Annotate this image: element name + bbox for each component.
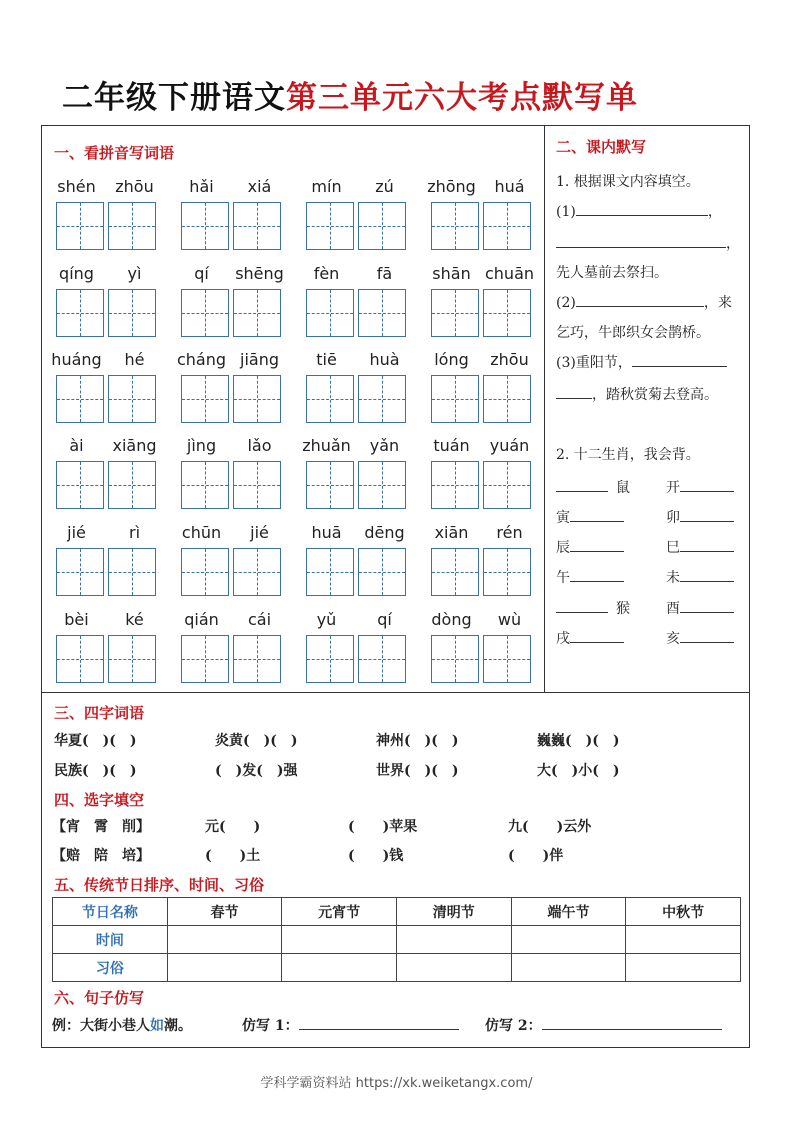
answer-blank[interactable] [570, 567, 624, 582]
table-header-cell: 中秋节 [626, 898, 741, 926]
zodiac-item: 猴 [556, 598, 630, 618]
pinyin-text: xiān [434, 523, 469, 542]
pinyin-text: mín [311, 177, 342, 196]
pinyin-text: qíng [59, 264, 94, 283]
answer-blank[interactable] [680, 537, 734, 552]
writing-box[interactable] [483, 375, 531, 423]
pinyin-text: rì [128, 523, 141, 542]
writing-box[interactable] [233, 461, 281, 509]
table-row [53, 898, 741, 926]
writing-box[interactable] [233, 548, 281, 596]
pinyin-word [306, 264, 412, 352]
answer-cell[interactable] [626, 926, 741, 954]
answer-blank[interactable] [556, 233, 726, 248]
pinyin-word [306, 523, 412, 611]
pinyin-text: dòng [431, 610, 472, 629]
four-char-word: 大( )小( ) [537, 763, 620, 779]
fill-line-3a: (3)重阳节， [556, 352, 727, 372]
writing-box[interactable] [306, 289, 354, 337]
fill-line-3b: ，踏秋赏菊去登高。 [556, 384, 718, 404]
writing-box[interactable] [306, 461, 354, 509]
answer-cell[interactable] [167, 954, 282, 982]
zodiac-item: 辰 [556, 537, 624, 557]
pinyin-text: jié [250, 523, 269, 542]
pinyin-text: dēng [364, 523, 405, 542]
pinyin-text: huā [311, 523, 342, 542]
writing-box[interactable] [431, 635, 479, 683]
q2-text: 2. 十二生肖，我会背。 [556, 447, 700, 463]
writing-box[interactable] [358, 548, 406, 596]
row-label-custom: 习俗 [53, 954, 168, 982]
writing-box[interactable] [431, 289, 479, 337]
answer-blank[interactable] [576, 201, 708, 216]
pinyin-text: cháng [176, 350, 227, 369]
table-header-cell: 节日名称 [53, 898, 168, 926]
pinyin-text: shén [57, 177, 96, 196]
section1-title: 一、看拼音写词语 [54, 144, 175, 162]
four-char-word: 民族( )( ) [54, 763, 137, 779]
writing-box[interactable] [108, 461, 156, 509]
writing-box[interactable] [431, 202, 479, 250]
pinyin-word [306, 610, 412, 698]
writing-box[interactable] [358, 461, 406, 509]
pinyin-text: cái [247, 610, 272, 629]
answer-cell[interactable] [167, 926, 282, 954]
answer-cell[interactable] [511, 954, 626, 982]
answer-blank[interactable] [680, 507, 734, 522]
table-header-cell: 元宵节 [282, 898, 397, 926]
pinyin-text: wù [497, 610, 522, 629]
pinyin-word [181, 523, 287, 611]
imitate-2: 仿写 2： [485, 1015, 722, 1035]
writing-box[interactable] [108, 202, 156, 250]
section4-title: 四、选字填空 [54, 791, 145, 809]
festival-table [52, 897, 741, 982]
writing-box[interactable] [306, 635, 354, 683]
section6-title: 六、句子仿写 [54, 989, 145, 1007]
pinyin-word [431, 436, 537, 524]
answer-blank[interactable] [556, 598, 608, 613]
writing-box[interactable] [306, 202, 354, 250]
pinyin-word [56, 523, 162, 611]
writing-box[interactable] [56, 375, 104, 423]
writing-box[interactable] [56, 461, 104, 509]
four-char-word: 巍巍( )( ) [537, 733, 620, 749]
section2-title: 二、课内默写 [556, 138, 647, 156]
pinyin-word [427, 177, 537, 265]
pinyin-word [176, 350, 287, 438]
choice-item: 元( ) [205, 819, 261, 835]
pinyin-word [431, 350, 537, 438]
answer-cell[interactable] [396, 926, 511, 954]
pinyin-text: jiāng [240, 350, 279, 369]
answer-blank[interactable] [570, 507, 624, 522]
writing-box[interactable] [431, 461, 479, 509]
choice-item: ( )苹果 [348, 819, 418, 835]
fill-line-1b: ， [556, 233, 740, 253]
writing-box[interactable] [233, 202, 281, 250]
writing-box[interactable] [233, 375, 281, 423]
pinyin-text: shēng [235, 264, 284, 283]
pinyin-text: yuán [489, 436, 530, 455]
zodiac-item: 未 [666, 567, 734, 587]
pinyin-text: hé [124, 350, 145, 369]
four-char-word: 世界( )( ) [376, 763, 459, 779]
zodiac-item: 巳 [666, 537, 734, 557]
pinyin-text: zhōu [490, 350, 529, 369]
answer-blank[interactable] [570, 628, 624, 643]
answer-blank[interactable] [680, 628, 734, 643]
pinyin-text: yì [127, 264, 142, 283]
pinyin-text: qí [377, 610, 392, 629]
writing-box[interactable] [56, 548, 104, 596]
pinyin-text: qián [184, 610, 219, 629]
pinyin-word [56, 436, 162, 524]
answer-blank[interactable] [680, 598, 734, 613]
pinyin-word [431, 264, 537, 352]
zodiac-item: 酉 [666, 598, 734, 618]
pinyin-word [56, 610, 162, 698]
choice-item: ( )土 [205, 848, 261, 864]
table-row [53, 954, 741, 982]
writing-box[interactable] [181, 548, 229, 596]
answer-blank[interactable] [556, 384, 592, 399]
writing-box[interactable] [181, 202, 229, 250]
pinyin-text: bèi [64, 610, 89, 629]
pinyin-text: huá [494, 177, 525, 196]
pinyin-text: ài [69, 436, 84, 455]
answer-blank[interactable] [556, 477, 608, 492]
pinyin-word [56, 264, 162, 352]
choice-item: 九( )云外 [508, 819, 592, 835]
zodiac-item: 戌 [556, 628, 624, 648]
writing-box[interactable] [233, 635, 281, 683]
table-row [53, 926, 741, 954]
pinyin-text: lǎo [247, 436, 272, 455]
answer-cell[interactable] [282, 954, 397, 982]
pinyin-text: chūn [181, 523, 222, 542]
answer-cell[interactable] [626, 954, 741, 982]
pinyin-word [181, 177, 287, 265]
pinyin-text: jié [67, 523, 86, 542]
pinyin-text: zhuǎn [302, 436, 351, 455]
writing-box[interactable] [431, 548, 479, 596]
four-char-word: 炎黄( )( ) [215, 733, 298, 749]
pinyin-text: chuān [484, 264, 535, 283]
pinyin-word [51, 350, 162, 438]
zodiac-item: 亥 [666, 628, 734, 648]
writing-box[interactable] [431, 375, 479, 423]
pinyin-text: zhōng [427, 177, 476, 196]
zodiac-item: 寅 [556, 507, 624, 527]
answer-cell[interactable] [282, 926, 397, 954]
pinyin-text: ké [125, 610, 144, 629]
writing-box[interactable] [483, 202, 531, 250]
imitate-1: 仿写 1： [242, 1015, 459, 1035]
four-char-word: ( )发( )强 [215, 763, 298, 779]
choice-item: ( )伴 [508, 848, 564, 864]
pinyin-text: xiá [247, 177, 272, 196]
writing-box[interactable] [358, 289, 406, 337]
example-sentence: 例：大街小巷人如潮。 [52, 1018, 192, 1034]
zodiac-item: 卯 [666, 507, 734, 527]
pinyin-text: xiāng [112, 436, 157, 455]
writing-box[interactable] [358, 202, 406, 250]
pinyin-text: qí [194, 264, 209, 283]
choice-item: ( )钱 [348, 848, 404, 864]
pinyin-text: lóng [434, 350, 469, 369]
pinyin-text: tiē [316, 350, 337, 369]
pinyin-word [181, 436, 287, 524]
pinyin-text: zhōu [115, 177, 154, 196]
pinyin-text: jìng [186, 436, 217, 455]
writing-box[interactable] [358, 375, 406, 423]
choice-set-2: 【赔 陪 培】 [52, 848, 150, 864]
answer-blank[interactable] [680, 477, 734, 492]
fill-line-2a: (2) ，来 [556, 292, 732, 312]
pinyin-text: yǔ [316, 610, 337, 629]
pinyin-text: yǎn [369, 436, 400, 455]
writing-box[interactable] [306, 375, 354, 423]
pinyin-word [306, 350, 412, 438]
pinyin-text: fèn [313, 264, 340, 283]
q1-text: 1. 根据课文内容填空。 [556, 174, 700, 190]
section3-title: 三、四字词语 [54, 704, 145, 722]
pinyin-text: rén [496, 523, 523, 542]
writing-box[interactable] [108, 548, 156, 596]
pinyin-text: fā [376, 264, 393, 283]
pinyin-word [306, 177, 412, 265]
pinyin-text: zú [375, 177, 394, 196]
writing-box[interactable] [181, 635, 229, 683]
table-header-cell: 清明节 [396, 898, 511, 926]
writing-box[interactable] [306, 548, 354, 596]
writing-box[interactable] [483, 548, 531, 596]
pinyin-word [56, 177, 162, 265]
answer-blank[interactable] [632, 352, 727, 367]
footer-watermark: 学科学霸资料站 https://xk.weiketangx.com/ [260, 1076, 533, 1091]
four-char-word: 神州( )( ) [376, 733, 459, 749]
pinyin-word [181, 610, 287, 698]
pinyin-text: huáng [51, 350, 102, 369]
pinyin-text: tuán [433, 436, 470, 455]
answer-blank[interactable] [299, 1015, 459, 1030]
writing-box[interactable] [483, 289, 531, 337]
fill-line-2b: 乞巧，牛郎织女会鹊桥。 [556, 325, 710, 341]
pinyin-word [181, 264, 287, 352]
row-label-time: 时间 [53, 926, 168, 954]
pinyin-text: shān [432, 264, 471, 283]
pinyin-word [431, 610, 537, 698]
writing-box[interactable] [181, 375, 229, 423]
answer-cell[interactable] [396, 954, 511, 982]
writing-box[interactable] [233, 289, 281, 337]
choice-set-1: 【宵 霄 削】 [52, 819, 150, 835]
pinyin-word [431, 523, 537, 611]
writing-box[interactable] [56, 635, 104, 683]
writing-box[interactable] [108, 635, 156, 683]
answer-blank[interactable] [542, 1015, 722, 1030]
answer-blank[interactable] [680, 567, 734, 582]
writing-box[interactable] [181, 461, 229, 509]
writing-box[interactable] [181, 289, 229, 337]
answer-blank[interactable] [570, 537, 624, 552]
answer-blank[interactable] [576, 292, 704, 307]
zodiac-item: 开 [666, 477, 734, 497]
pinyin-text: huà [369, 350, 400, 369]
writing-box[interactable] [358, 635, 406, 683]
writing-box[interactable] [56, 202, 104, 250]
fill-line-1c: 先人墓前去祭扫。 [556, 265, 668, 281]
writing-box[interactable] [483, 461, 531, 509]
zodiac-item: 鼠 [556, 477, 630, 497]
four-char-word: 华夏( )( ) [54, 733, 137, 749]
zodiac-item: 午 [556, 567, 624, 587]
fill-line-1a: (1) ， [556, 201, 722, 221]
writing-box[interactable] [108, 289, 156, 337]
pinyin-text: hǎi [189, 177, 214, 196]
writing-box[interactable] [108, 375, 156, 423]
table-header-cell: 端午节 [511, 898, 626, 926]
page-title: 二年级下册语文第三单元六大考点默写单 [62, 80, 638, 116]
pinyin-word [302, 436, 412, 524]
answer-cell[interactable] [511, 926, 626, 954]
writing-box[interactable] [56, 289, 104, 337]
writing-box[interactable] [483, 635, 531, 683]
table-header-cell: 春节 [167, 898, 282, 926]
section5-title: 五、传统节日排序、时间、习俗 [54, 876, 265, 894]
